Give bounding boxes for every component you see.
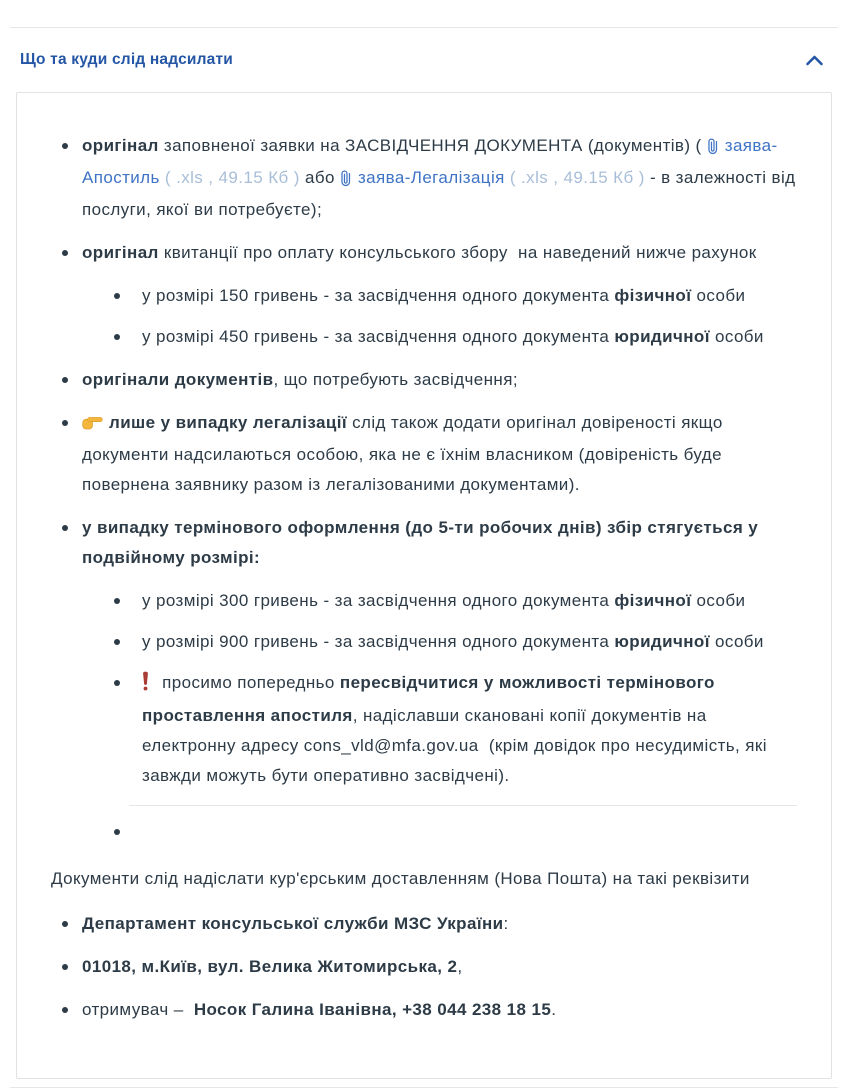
list-item-fee-300 (113, 586, 797, 616)
text-segment: юридичної (614, 327, 710, 346)
file-meta: ( .xls , 49.15 Кб ) (504, 168, 650, 187)
text-segment: Департамент консульської служби МЗС України (82, 914, 504, 933)
text-segment: заповненої заявки на ЗАСВІДЧЕННЯ ДОКУМЕНТА (документів) ( (158, 136, 707, 155)
text-segment: юридичної (614, 632, 710, 651)
text-segment: оригінал (82, 243, 159, 262)
red-exclamation-icon (142, 676, 149, 695)
text-segment: у випадку термінового оформлення (до 5-ти робочих днів) збір стягується у подвійному розмірі: (82, 518, 764, 567)
urgent-fee-sublist (113, 586, 797, 847)
text-segment: квитанції про оплату консульського збору на наведений нижче рахунок (158, 243, 757, 262)
text-segment: фізичної (614, 286, 692, 305)
text-segment: , надіславши скановані копії документів на електронну адресу cons_vld@mfa.gov.ua (крім довідок про несудимість, які завжди можуть бути оперативно засвідчені). (142, 706, 773, 785)
text-segment: , (457, 957, 463, 976)
attachment-link-apostille[interactable]: заява-Апостиль (82, 136, 778, 187)
delivery-intro: Документи слід надіслати кур'єрським доставленням (Нова Пошта) на такі реквізити (51, 869, 750, 888)
pointing-right-hand-icon (82, 415, 103, 434)
fee-sublist (113, 281, 797, 352)
text-segment: - в залежності від послуги, якої ви потребуєте); (82, 168, 801, 219)
list-item-fee-900 (113, 627, 797, 657)
text-segment: : (503, 914, 509, 933)
text-segment: особи (691, 286, 746, 305)
text-segment: у розмірі 150 гривень - за засвідчення одного документа (142, 286, 615, 305)
chevron-up-icon[interactable] (805, 54, 824, 67)
list-item-address (51, 952, 797, 982)
list-item-text (142, 591, 745, 610)
delivery-details-list (51, 909, 797, 1025)
attachment-link-legalization[interactable]: заява-Легалізація (357, 168, 505, 187)
text-segment: оригінали документів (82, 370, 274, 389)
list-item-text (142, 632, 764, 651)
list-item-empty (113, 817, 797, 847)
text-segment: або (304, 168, 340, 187)
text-segment: фізичної (614, 591, 692, 610)
file-meta: ( .xls , 49.15 Кб ) (159, 168, 305, 187)
text-segment: особи (709, 632, 764, 651)
page (0, 27, 848, 1088)
sublist-divider (129, 805, 797, 806)
list-item-recipient (51, 995, 797, 1025)
text-segment: 01018, м.Київ, вул. Велика Житомирська, 2 (82, 957, 458, 976)
list-item-fee-450 (113, 322, 797, 352)
list-item-legalization-note (51, 408, 797, 500)
list-item-urgent (51, 513, 797, 847)
list-item-text (82, 914, 509, 933)
text-segment: особи (709, 327, 764, 346)
list-item-text (142, 327, 764, 346)
list-item-text (82, 370, 518, 389)
text-segment: лише у випадку легалізації (109, 413, 347, 432)
text-segment: . (551, 1000, 557, 1019)
text-segment: особи (691, 591, 746, 610)
text-segment: просимо попередньо (157, 673, 340, 692)
text-segment: у розмірі 300 гривень - за засвідчення одного документа (142, 591, 615, 610)
list-item-originals (51, 365, 797, 395)
list-item-application (51, 131, 801, 225)
requirements-list (51, 131, 801, 847)
text-segment: у розмірі 450 гривень - за засвідчення одного документа (142, 327, 615, 346)
list-item-fee-150 (113, 281, 797, 311)
list-item-text (82, 518, 763, 567)
content-card (16, 92, 832, 1079)
text-segment: пересвідчитися у можливості термінового проставлення апостиля (142, 673, 720, 725)
list-item-text (82, 243, 757, 262)
list-item-text (142, 673, 772, 785)
list-item-text (82, 1000, 556, 1019)
list-item-text (142, 286, 745, 305)
text-segment: , що потребують засвідчення; (273, 370, 518, 389)
text-segment: оригінал (82, 136, 159, 155)
list-item-text (82, 957, 462, 976)
text-segment: слід також додати оригінал довіреності якщо документи надсилаються особою, яка не є їхнім власником (довіреність буде повернена заявнику разом із легалізованими документами). (82, 413, 728, 494)
list-item-urgent-warning (113, 668, 797, 806)
list-item-text (82, 136, 801, 219)
text-segment: у розмірі 900 гривень - за засвідчення одного документа (142, 632, 615, 651)
list-item-text (82, 413, 728, 494)
accordion-header[interactable] (0, 28, 848, 92)
list-item-receipt (51, 238, 797, 352)
list-item-department (51, 909, 797, 939)
text-segment: отримувач – (82, 1000, 194, 1019)
accordion-title: Що та куди слід надсилати (20, 51, 234, 68)
text-segment: Носок Галина Іванівна, +38 044 238 18 15 (193, 1000, 552, 1019)
